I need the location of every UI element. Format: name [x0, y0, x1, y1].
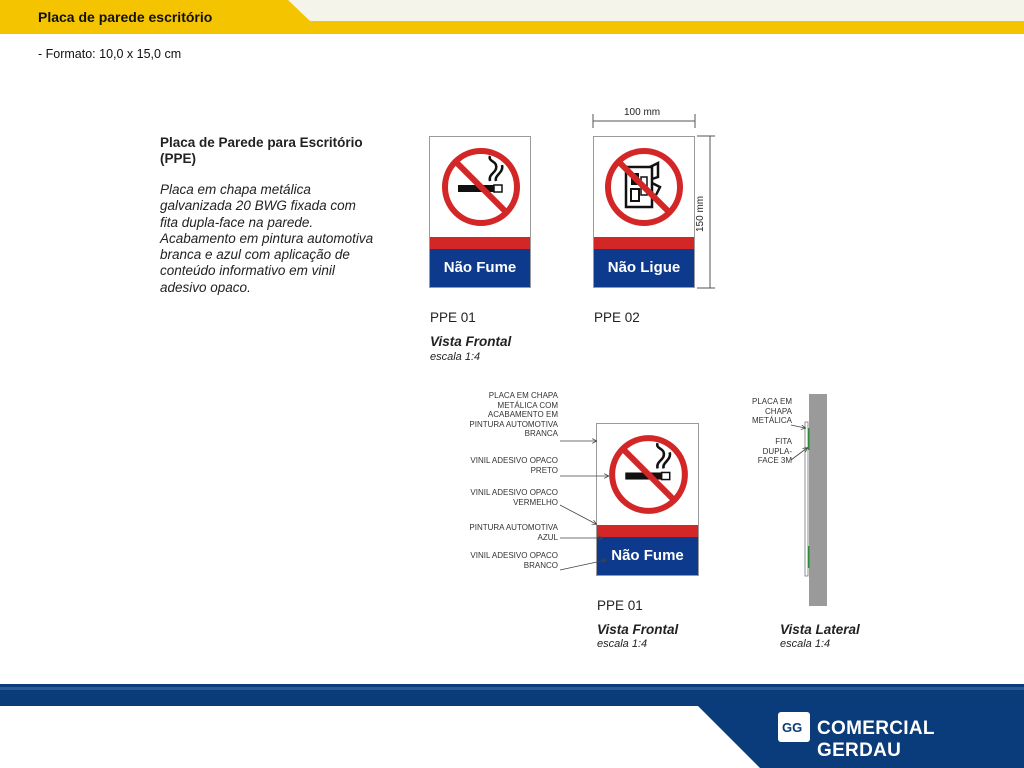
sign-ppe02-text: Não Ligue	[607, 259, 681, 276]
description-title: Placa de Parede para Escritório (PPE)	[160, 135, 363, 166]
scale-label-top: escala 1:4	[430, 351, 481, 363]
sign-detail-text: Não Fume	[611, 547, 684, 564]
dimension-lines	[585, 110, 735, 295]
code-ppe01-detail: PPE 01	[597, 598, 643, 613]
svg-text:GG: GG	[782, 720, 803, 735]
gerdau-logo-icon	[778, 712, 810, 742]
description-body: Placa em chapa metálica galvanizada 20 BWG fixada com fita dupla-face na parede. Acabamento em pintura automotiva branca e azul com aplicação de conteúdo informativo em vinil adesivo opaco.	[160, 182, 374, 295]
page-title: Placa de parede escritório	[38, 9, 213, 25]
width-dimension-label: 100 mm	[624, 107, 661, 118]
callout-white-vinyl: VINIL ADESIVO OPACO BRANCO	[470, 551, 558, 570]
sign-blue-panel	[430, 249, 530, 287]
callout-blue-paint: PINTURA AUTOMOTIVA AZUL	[469, 523, 558, 542]
sign-ppe01-front	[429, 136, 531, 288]
view-label-side: Vista Lateral	[780, 622, 860, 637]
callout-red-vinyl: VINIL ADESIVO OPACO VERMELHO	[470, 488, 558, 507]
callout-black-vinyl: VINIL ADESIVO OPACO PRETO	[470, 456, 558, 475]
format-line: - Formato: 10,0 x 15,0 cm	[38, 47, 182, 61]
scale-label-front-bottom: escala 1:4	[597, 638, 648, 650]
brand-name: COMERCIAL GERDAU	[817, 718, 935, 761]
view-label-front-bottom: Vista Frontal	[597, 622, 679, 637]
callout-side-tape: FITA DUPLA-FACE 3M	[757, 437, 792, 465]
sign-ppe01-text: Não Fume	[443, 259, 517, 276]
height-dimension-label: 150 mm	[695, 195, 706, 232]
callout-plate: PLACA EM CHAPA METÁLICA COM ACABAMENTO EM PINTURA AUTOMOTIVA BRANCA	[469, 391, 558, 438]
code-ppe01: PPE 01	[430, 310, 476, 325]
callout-arrows	[540, 420, 630, 580]
code-ppe02: PPE 02	[594, 310, 640, 325]
no-smoking-icon	[430, 137, 530, 237]
callout-side-plate: PLACA EM CHAPA METÁLICA	[751, 397, 792, 425]
scale-label-side: escala 1:4	[780, 638, 831, 650]
sign-red-stripe	[430, 237, 530, 249]
side-callout-arrows	[790, 415, 810, 465]
view-label-front-top: Vista Frontal	[430, 334, 512, 349]
